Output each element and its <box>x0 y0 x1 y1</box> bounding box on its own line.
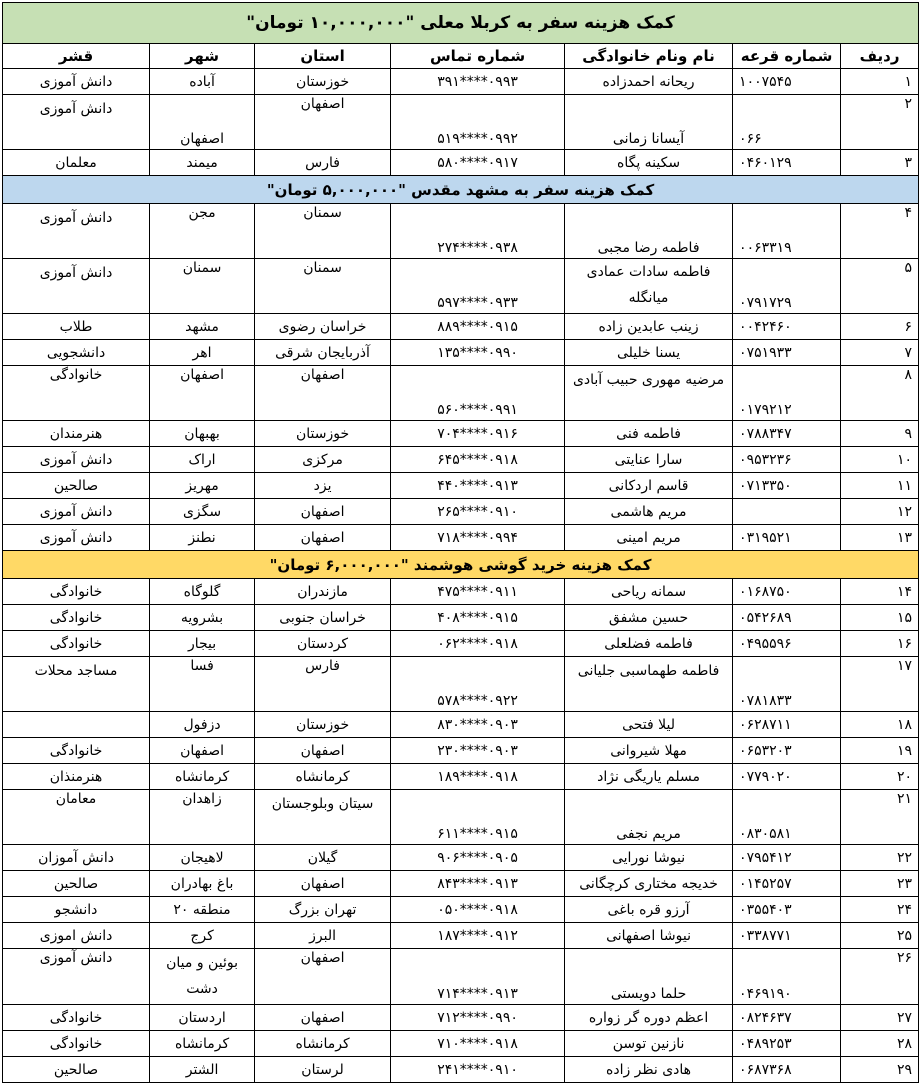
cell-code: ۰۸۲۴۶۳۷ <box>733 1005 841 1031</box>
cell-n: ۲۳ <box>841 871 919 897</box>
cell-code: ۰۳۳۸۷۷۱ <box>733 923 841 949</box>
cell-name: لیلا فتحی <box>565 712 733 738</box>
cell-code: ۰۳۱۹۵۲۱ <box>733 525 841 551</box>
cell-province: یزد <box>255 473 391 499</box>
cell-n: ۱۷ <box>841 657 919 712</box>
cell-province: البرز <box>255 923 391 949</box>
cell-n: ۸ <box>841 366 919 421</box>
cell-n: ۳ <box>841 150 919 176</box>
cell-city: کرمانشاه <box>150 1031 255 1057</box>
cell-name: آرزو قره باغی <box>565 897 733 923</box>
cell-n: ۱۳ <box>841 525 919 551</box>
table-row <box>3 712 919 738</box>
winners-table <box>2 2 919 1083</box>
cell-name: فاطمه فنی <box>565 421 733 447</box>
table-row <box>3 790 919 845</box>
cell-cat: مساجد محلات <box>3 657 150 712</box>
cell-city: مجن <box>150 204 255 259</box>
cell-province: آذربایجان شرقی <box>255 340 391 366</box>
table-row <box>3 473 919 499</box>
cell-province: سیتان وبلوجستان <box>255 790 391 845</box>
cell-province: کردستان <box>255 631 391 657</box>
column-header-province: استان <box>255 44 391 69</box>
table-row <box>3 340 919 366</box>
cell-name: مهلا شیروانی <box>565 738 733 764</box>
cell-province: خراسان جنوبی <box>255 605 391 631</box>
table-row <box>3 764 919 790</box>
cell-phone: ۰۹۰۵****۹۰۶ <box>391 845 565 871</box>
cell-code: ۰۷۱۳۳۵۰ <box>733 473 841 499</box>
cell-n: ۱۶ <box>841 631 919 657</box>
table-row <box>3 447 919 473</box>
table-row <box>3 204 919 259</box>
table-row <box>3 259 919 314</box>
cell-n: ۲۲ <box>841 845 919 871</box>
cell-n: ۵ <box>841 259 919 314</box>
cell-code: ۰۷۵۱۹۳۳ <box>733 340 841 366</box>
cell-code: ۰۹۵۳۲۳۶ <box>733 447 841 473</box>
cell-n: ۲۹ <box>841 1057 919 1083</box>
cell-code: ۰۶۶ <box>733 95 841 150</box>
cell-code: ۰۷۹۵۴۱۲ <box>733 845 841 871</box>
table-row <box>3 923 919 949</box>
cell-cat <box>3 712 150 738</box>
cell-name: مرضیه مهوری حبیب آبادی <box>565 366 733 421</box>
cell-cat: دانش آموزی <box>3 259 150 314</box>
cell-cat: دانش آموزان <box>3 845 150 871</box>
cell-name: مریم نجفی <box>565 790 733 845</box>
cell-phone: ۰۹۱۶****۷۰۴ <box>391 421 565 447</box>
cell-province: خوزستان <box>255 69 391 95</box>
cell-name: یسنا خلیلی <box>565 340 733 366</box>
cell-n: ۱۸ <box>841 712 919 738</box>
cell-n: ۱۱ <box>841 473 919 499</box>
section-title-row <box>3 176 919 204</box>
cell-province: اصفهان <box>255 871 391 897</box>
table-row <box>3 738 919 764</box>
table-row <box>3 1057 919 1083</box>
cell-n: ۲۷ <box>841 1005 919 1031</box>
cell-city: زاهدان <box>150 790 255 845</box>
cell-phone: ۰۹۱۸****۰۶۲ <box>391 631 565 657</box>
table-row <box>3 657 919 712</box>
cell-name: اعظم دوره گر زواره <box>565 1005 733 1031</box>
winners-sheet <box>2 2 918 1083</box>
column-header-cat: قشر <box>3 44 150 69</box>
cell-phone: ۰۹۱۸****۷۱۰ <box>391 1031 565 1057</box>
cell-code: ۰۷۸۸۳۴۷ <box>733 421 841 447</box>
cell-city: گلوگاه <box>150 579 255 605</box>
cell-name: زینب عابدین زاده <box>565 314 733 340</box>
cell-n: ۱۹ <box>841 738 919 764</box>
cell-code <box>733 499 841 525</box>
cell-cat: صالحین <box>3 871 150 897</box>
cell-province: اصفهان <box>255 366 391 421</box>
cell-province: خراسان رضوی <box>255 314 391 340</box>
table-row <box>3 95 919 150</box>
cell-city: لاهیجان <box>150 845 255 871</box>
section-title: کمک هزینه سفر به کربلا معلی "۱۰,۰۰۰,۰۰۰ تومان" <box>3 3 919 44</box>
table-row <box>3 845 919 871</box>
cell-name: آیسانا زمانی <box>565 95 733 150</box>
cell-code: ۰۷۹۱۷۲۹ <box>733 259 841 314</box>
cell-city: دزفول <box>150 712 255 738</box>
cell-n: ۲۰ <box>841 764 919 790</box>
cell-province: لرستان <box>255 1057 391 1083</box>
column-header-name: نام ونام خانوادگی <box>565 44 733 69</box>
cell-code: ۰۰۴۲۴۶۰ <box>733 314 841 340</box>
section-title: کمک هزینه سفر به مشهد مقدس "۵,۰۰۰,۰۰۰ تومان" <box>3 176 919 204</box>
cell-cat: معلمان <box>3 150 150 176</box>
cell-city: اصفهان <box>150 738 255 764</box>
cell-city: فسا <box>150 657 255 712</box>
cell-code: ۰۶۵۳۲۰۳ <box>733 738 841 764</box>
cell-cat: خانوادگی <box>3 605 150 631</box>
cell-cat: دانشجویی <box>3 340 150 366</box>
cell-code: ۰۷۷۹۰۲۰ <box>733 764 841 790</box>
cell-code: ۰۱۷۹۲۱۲ <box>733 366 841 421</box>
table-row <box>3 366 919 421</box>
cell-province: اصفهان <box>255 525 391 551</box>
cell-phone: ۰۹۱۵****۸۸۹ <box>391 314 565 340</box>
cell-name: سمانه ریاحی <box>565 579 733 605</box>
cell-city: الشتر <box>150 1057 255 1083</box>
cell-province: گیلان <box>255 845 391 871</box>
table-row <box>3 579 919 605</box>
cell-province: کرمانشاه <box>255 764 391 790</box>
cell-city: اصفهان <box>150 366 255 421</box>
cell-city: کرج <box>150 923 255 949</box>
cell-code: ۰۱۴۵۲۵۷ <box>733 871 841 897</box>
cell-cat: معامان <box>3 790 150 845</box>
cell-cat: هنرمندان <box>3 421 150 447</box>
cell-city: بوئین و میان دشت <box>150 949 255 1005</box>
cell-phone: ۰۹۹۳****۳۹۱ <box>391 69 565 95</box>
cell-name: سارا عنایتی <box>565 447 733 473</box>
cell-phone: ۰۹۰۳****۸۳۰ <box>391 712 565 738</box>
table-row <box>3 499 919 525</box>
cell-phone: ۰۹۱۳****۷۱۴ <box>391 949 565 1005</box>
cell-name: قاسم اردکانی <box>565 473 733 499</box>
cell-code: ۰۴۶۹۱۹۰ <box>733 949 841 1005</box>
cell-cat: خانوادگی <box>3 579 150 605</box>
cell-province: اصفهان <box>255 949 391 1005</box>
cell-phone: ۰۹۱۳****۴۴۰ <box>391 473 565 499</box>
cell-province: فارس <box>255 657 391 712</box>
cell-province: اصفهان <box>255 738 391 764</box>
cell-cat: دانش آموزی <box>3 95 150 150</box>
cell-phone: ۰۹۹۱****۵۶۰ <box>391 366 565 421</box>
cell-cat: دانشجو <box>3 897 150 923</box>
cell-province: فارس <box>255 150 391 176</box>
cell-province: سمنان <box>255 204 391 259</box>
cell-city: اصفهان <box>150 95 255 150</box>
cell-code: ۰۷۸۱۸۳۳ <box>733 657 841 712</box>
cell-code: ۰۶۸۷۳۶۸ <box>733 1057 841 1083</box>
cell-province: خوزستان <box>255 421 391 447</box>
cell-city: میمند <box>150 150 255 176</box>
column-header-row <box>3 44 919 69</box>
cell-code: ۰۸۳۰۵۸۱ <box>733 790 841 845</box>
cell-cat: خانوادگی <box>3 366 150 421</box>
table-row <box>3 150 919 176</box>
cell-n: ۲۵ <box>841 923 919 949</box>
cell-name: مریم هاشمی <box>565 499 733 525</box>
cell-n: ۱۴ <box>841 579 919 605</box>
cell-code: ۰۶۲۸۷۱۱ <box>733 712 841 738</box>
table-row <box>3 69 919 95</box>
cell-city: بشرویه <box>150 605 255 631</box>
cell-phone: ۰۹۱۸****۶۴۵ <box>391 447 565 473</box>
cell-name: نیوشا نورایی <box>565 845 733 871</box>
cell-n: ۱ <box>841 69 919 95</box>
cell-cat: خانوادگی <box>3 1005 150 1031</box>
cell-name: حسین مشفق <box>565 605 733 631</box>
cell-name: مسلم یاریگی نژاد <box>565 764 733 790</box>
table-row <box>3 525 919 551</box>
cell-cat: خانوادگی <box>3 631 150 657</box>
cell-n: ۱۵ <box>841 605 919 631</box>
cell-name: نیوشا اصفهانی <box>565 923 733 949</box>
cell-cat: دانش آموزی <box>3 949 150 1005</box>
table-row <box>3 605 919 631</box>
cell-name: حلما دویستی <box>565 949 733 1005</box>
cell-name: فاطمه سادات عمادی میانگله <box>565 259 733 314</box>
cell-name: مریم امینی <box>565 525 733 551</box>
cell-name: ریحانه احمدزاده <box>565 69 733 95</box>
cell-n: ۲۸ <box>841 1031 919 1057</box>
cell-cat: صالحین <box>3 1057 150 1083</box>
cell-phone: ۰۹۳۸****۲۷۴ <box>391 204 565 259</box>
cell-phone: ۰۹۳۳****۵۹۷ <box>391 259 565 314</box>
cell-cat: دانش آموزی <box>3 204 150 259</box>
cell-n: ۲۱ <box>841 790 919 845</box>
cell-cat: خانوادگی <box>3 738 150 764</box>
cell-code: ۰۳۵۵۴۰۳ <box>733 897 841 923</box>
table-row <box>3 897 919 923</box>
cell-city: سمنان <box>150 259 255 314</box>
cell-city: باغ بهادران <box>150 871 255 897</box>
cell-phone: ۰۹۱۵****۶۱۱ <box>391 790 565 845</box>
cell-code: ۰۴۸۹۲۵۳ <box>733 1031 841 1057</box>
cell-city: مهریز <box>150 473 255 499</box>
cell-cat: طلاب <box>3 314 150 340</box>
cell-city: اهر <box>150 340 255 366</box>
table-row <box>3 871 919 897</box>
cell-n: ۴ <box>841 204 919 259</box>
cell-phone: ۰۹۹۰****۱۳۵ <box>391 340 565 366</box>
cell-n: ۲۴ <box>841 897 919 923</box>
cell-name: خدیجه مختاری کرچگانی <box>565 871 733 897</box>
cell-name: فاطمه فضلعلی <box>565 631 733 657</box>
cell-cat: هنرمنذان <box>3 764 150 790</box>
cell-phone: ۰۹۰۳****۲۳۰ <box>391 738 565 764</box>
cell-province: تهران بزرگ <box>255 897 391 923</box>
cell-name: فاطمه رضا مجبی <box>565 204 733 259</box>
cell-phone: ۰۹۹۰****۷۱۲ <box>391 1005 565 1031</box>
cell-phone: ۰۹۱۰****۲۶۵ <box>391 499 565 525</box>
cell-city: سگزی <box>150 499 255 525</box>
cell-n: ۶ <box>841 314 919 340</box>
cell-code: ۰۴۹۵۵۹۶ <box>733 631 841 657</box>
table-row <box>3 314 919 340</box>
cell-city: کرمانشاه <box>150 764 255 790</box>
cell-phone: ۰۹۱۷****۵۸۰ <box>391 150 565 176</box>
cell-phone: ۰۹۲۲****۵۷۸ <box>391 657 565 712</box>
column-header-city: شهر <box>150 44 255 69</box>
cell-phone: ۰۹۱۰****۲۴۱ <box>391 1057 565 1083</box>
table-row <box>3 1005 919 1031</box>
cell-phone: ۰۹۹۴****۷۱۸ <box>391 525 565 551</box>
cell-name: هادی نظر زاده <box>565 1057 733 1083</box>
cell-province: خوزستان <box>255 712 391 738</box>
cell-cat: خانوادگی <box>3 1031 150 1057</box>
table-row <box>3 949 919 1005</box>
cell-cat: دانش آموزی <box>3 447 150 473</box>
section-title-row <box>3 551 919 579</box>
cell-city: اراک <box>150 447 255 473</box>
cell-province: کرمانشاه <box>255 1031 391 1057</box>
table-row <box>3 1031 919 1057</box>
cell-code: ۱۰۰۷۵۴۵ <box>733 69 841 95</box>
table-row <box>3 421 919 447</box>
cell-n: ۲۶ <box>841 949 919 1005</box>
cell-phone: ۰۹۱۸****۱۸۹ <box>391 764 565 790</box>
column-header-code: شماره قرعه <box>733 44 841 69</box>
cell-city: بهبهان <box>150 421 255 447</box>
section-title: کمک هزینه خرید گوشی هوشمند "۶,۰۰۰,۰۰۰ تومان" <box>3 551 919 579</box>
cell-phone: ۰۹۱۸****۰۵۰ <box>391 897 565 923</box>
cell-name: نازنین توسن <box>565 1031 733 1057</box>
cell-n: ۱۰ <box>841 447 919 473</box>
cell-code: ۰۵۴۲۶۸۹ <box>733 605 841 631</box>
cell-province: مرکزی <box>255 447 391 473</box>
cell-phone: ۰۹۹۲****۵۱۹ <box>391 95 565 150</box>
cell-province: اصفهان <box>255 95 391 150</box>
cell-province: اصفهان <box>255 499 391 525</box>
cell-code: ۰۰۶۳۳۱۹ <box>733 204 841 259</box>
cell-city: آباده <box>150 69 255 95</box>
cell-n: ۲ <box>841 95 919 150</box>
cell-phone: ۰۹۱۲****۱۸۷ <box>391 923 565 949</box>
cell-code: ۰۴۶۰۱۲۹ <box>733 150 841 176</box>
cell-cat: دانش آموزی <box>3 69 150 95</box>
cell-city: نطنز <box>150 525 255 551</box>
cell-cat: دانش آموزی <box>3 525 150 551</box>
cell-code: ۰۱۶۸۷۵۰ <box>733 579 841 605</box>
cell-name: سکینه پگاه <box>565 150 733 176</box>
cell-city: منطقه ۲۰ <box>150 897 255 923</box>
cell-province: مازندران <box>255 579 391 605</box>
column-header-phone: شماره تماس <box>391 44 565 69</box>
cell-city: مشهد <box>150 314 255 340</box>
cell-city: اردستان <box>150 1005 255 1031</box>
cell-city: بیجار <box>150 631 255 657</box>
cell-n: ۷ <box>841 340 919 366</box>
cell-phone: ۰۹۱۱****۴۷۵ <box>391 579 565 605</box>
cell-cat: دانش آموزی <box>3 499 150 525</box>
cell-province: سمنان <box>255 259 391 314</box>
cell-name: فاطمه طهماسبی جلیانی <box>565 657 733 712</box>
cell-province: اصفهان <box>255 1005 391 1031</box>
cell-phone: ۰۹۱۵****۴۰۸ <box>391 605 565 631</box>
column-header-n: ردیف <box>841 44 919 69</box>
cell-n: ۹ <box>841 421 919 447</box>
cell-cat: صالحین <box>3 473 150 499</box>
cell-phone: ۰۹۱۳****۸۴۳ <box>391 871 565 897</box>
cell-cat: دانش اموزی <box>3 923 150 949</box>
section-title-row <box>3 3 919 44</box>
cell-n: ۱۲ <box>841 499 919 525</box>
table-row <box>3 631 919 657</box>
